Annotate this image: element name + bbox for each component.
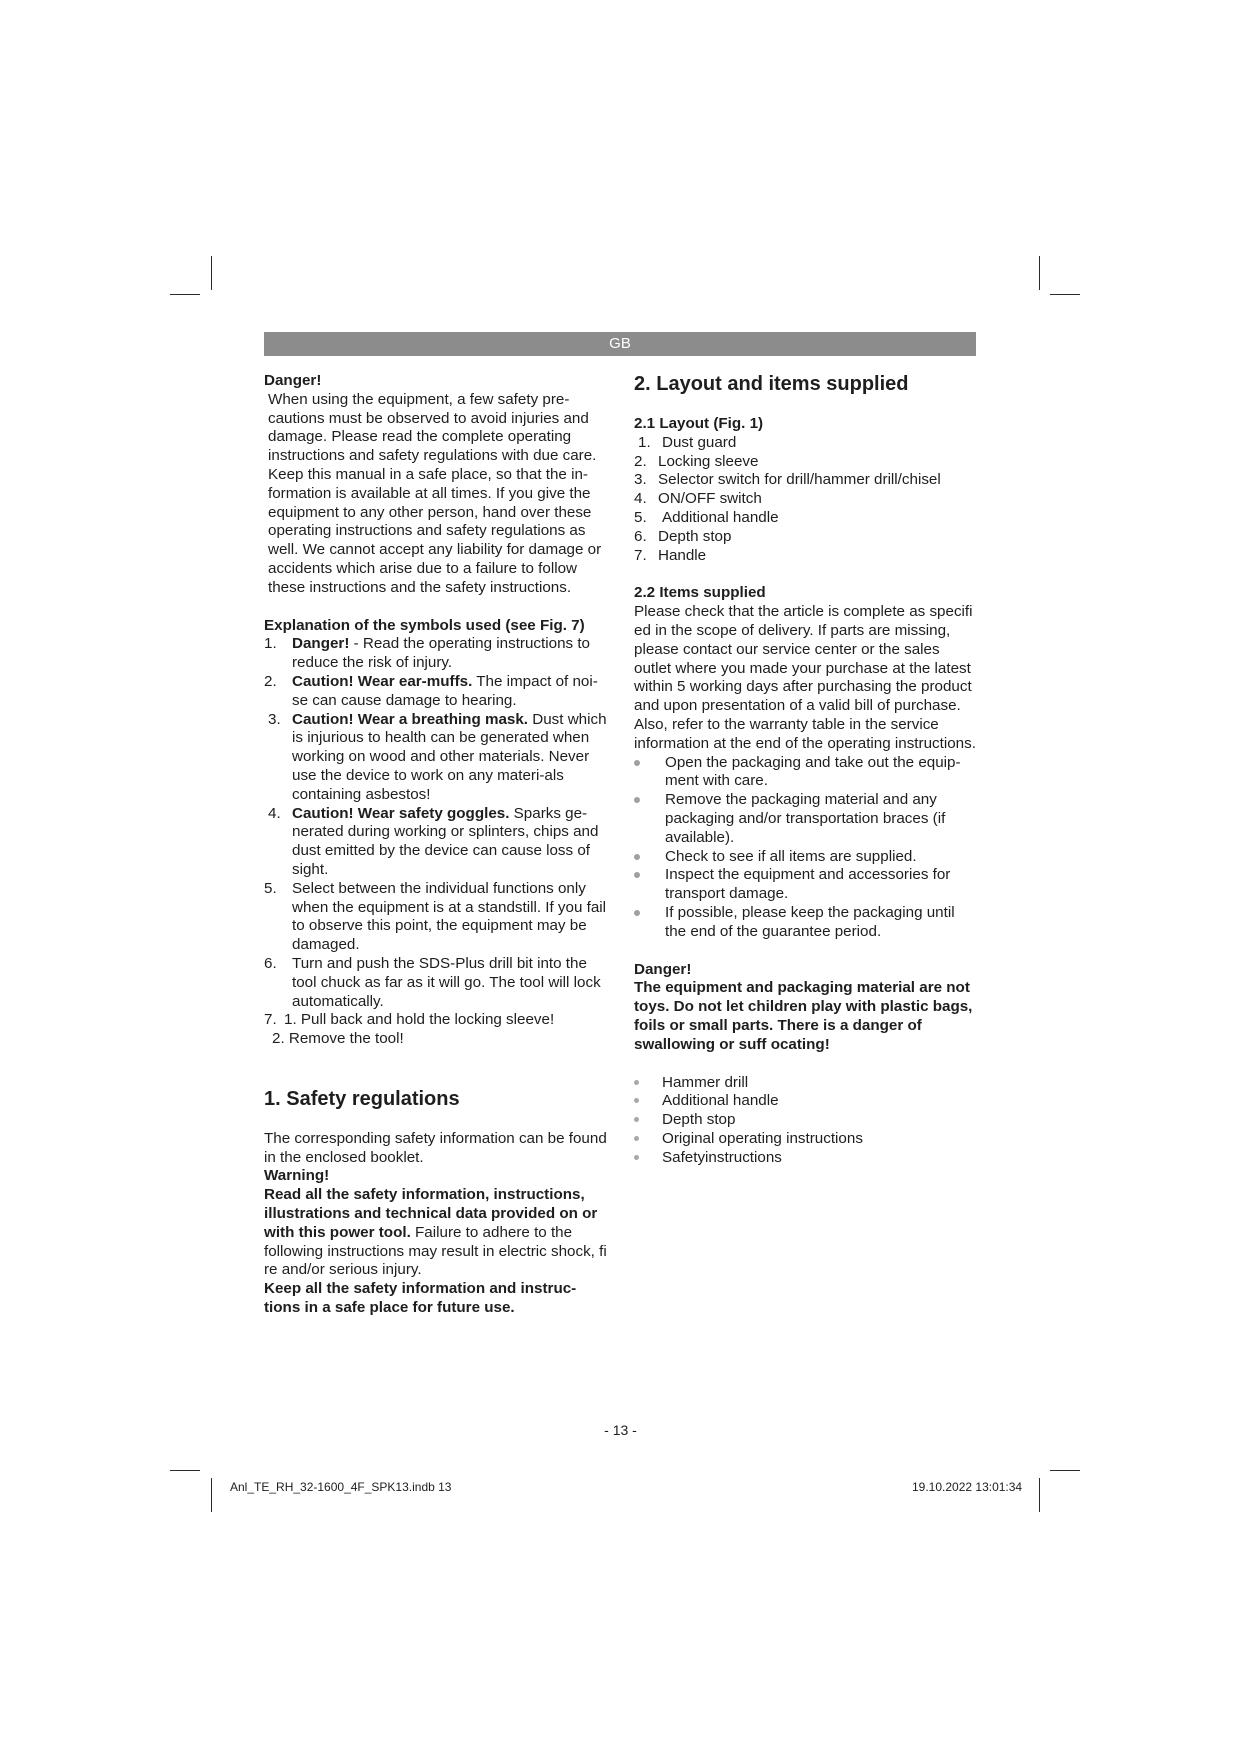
language-code: GB xyxy=(609,335,631,352)
layout-item: 5. Additional handle xyxy=(634,508,779,526)
warning-paragraph: Read all the safety information, instructions, illustrations and technical data provided on or with this power tool. Failure to adhere to the following instructions may result in electric shock, fi re and/or serious injury. xyxy=(264,1186,607,1279)
crop-mark xyxy=(170,1470,200,1471)
crop-mark xyxy=(1039,1478,1040,1512)
supplied-item: Safetyinstructions xyxy=(634,1149,979,1168)
layout-item: 4. ON/OFF switch xyxy=(634,490,762,508)
symbol-item: 2. Caution! Wear ear-muffs. The impact of noi-se can cause damage to hearing. xyxy=(264,672,598,709)
left-column xyxy=(264,372,609,1318)
layout-heading: 2. Layout and items supplied xyxy=(634,373,909,395)
layout-item: 6. Depth stop xyxy=(634,527,732,545)
warning-title: Warning! xyxy=(264,1167,330,1185)
danger-paragraph: When using the equipment, a few safety pre-cautions must be observed to avoid injuries and damage. Please read the complete operating instructions and safety regulations with due care. Keep this manual in a safe place, so that the in-formation is available at all times. If you give the equipment to any other person, hand over these operating instructions and safety regulations as well. We cannot accept any liability for damage or accidents which arise due to a failure to follow these instructions and the safety instructions. xyxy=(268,390,602,596)
supplied-item: Hammer drill xyxy=(634,1074,979,1093)
language-header-bar xyxy=(264,332,976,356)
footer-filename: Anl_TE_RH_32-1600_4F_SPK13.indb 13 xyxy=(230,1480,452,1494)
crop-mark xyxy=(211,256,212,290)
bullet-icon xyxy=(634,760,640,766)
layout-title: 2.1 Layout (Fig. 1) xyxy=(634,415,764,432)
layout-item: 3. Selector switch for drill/hammer drill/chisel xyxy=(634,471,941,489)
symbols-title: Explanation of the symbols used (see Fig. 7) xyxy=(264,616,585,634)
symbol-item: 5. Select between the individual functions only when the equipment is at a standstill. If you fail to observe this point, the equipment may be damaged. xyxy=(264,879,607,954)
symbol-item: 6. Turn and push the SDS-Plus drill bit into the tool chuck as far as it will go. The tool will lock automatically. xyxy=(264,954,601,1010)
danger-paragraph-right: The equipment and packaging material are not toys. Do not let children play with plastic bags, foils or small parts. There is a danger of swallowing or suff ocating! xyxy=(634,979,973,1053)
crop-mark xyxy=(170,294,200,295)
items-supplied-title: 2.2 Items supplied xyxy=(634,584,766,602)
bullet-icon xyxy=(634,1136,639,1141)
page-number: - 13 - xyxy=(604,1422,637,1438)
symbol-item: 4. Caution! Wear safety goggles. Sparks ge-nerated during working or splinters, chips and dust emitted by the device can cause loss of sight. xyxy=(268,804,599,878)
layout-item: 7. Handle xyxy=(634,546,707,564)
symbol-item-7-line2: 2. Remove the tool! xyxy=(272,1030,404,1048)
symbol-item: 7. 1. Pull back and hold the locking sleeve! xyxy=(264,1011,555,1029)
bullet-icon xyxy=(634,1155,639,1160)
danger-title: Danger! xyxy=(264,372,322,389)
bullet-icon xyxy=(634,797,640,803)
symbol-item: 3. Caution! Wear a breathing mask. Dust which is injurious to health can be generated when working on wood and other materials. Never use the device to work on any materi-als containing asbestos! xyxy=(268,710,607,803)
check-item: Remove the packaging material and any packaging and/or transportation braces (if available). xyxy=(634,791,979,847)
symbol-item: 1. Danger! - Read the operating instructions to reduce the risk of injury. xyxy=(264,635,590,672)
check-item: Inspect the equipment and accessories for transport damage. xyxy=(634,866,979,904)
danger-title-right: Danger! xyxy=(634,960,692,978)
bullet-icon xyxy=(634,1117,639,1122)
crop-mark xyxy=(1050,1470,1080,1471)
safety-intro: The corresponding safety information can be found in the enclosed booklet. xyxy=(264,1129,607,1166)
bullet-icon xyxy=(634,854,640,860)
check-item: Open the packaging and take out the equip-ment with care. xyxy=(634,754,979,792)
crop-mark xyxy=(1050,294,1080,295)
supplied-item: Additional handle xyxy=(634,1092,979,1111)
bullet-icon xyxy=(634,910,640,916)
keep-instructions: Keep all the safety information and instruc-tions in a safe place for future use. xyxy=(264,1280,577,1317)
layout-item: 2. Locking sleeve xyxy=(634,452,759,470)
footer-timestamp: 19.10.2022 13:01:34 xyxy=(912,1480,1023,1494)
check-item: Check to see if all items are supplied. xyxy=(634,848,979,867)
items-supplied-paragraph: Please check that the article is complete as specifi ed in the scope of delivery. If parts are missing, please contact our service center or the sales outlet where you made your purchase at the latest within 5 working days after purchasing the product and upon presentation of a valid bill of purchase. Also, refer to the warranty table in the service information at the end of the operating instructions. xyxy=(634,603,976,752)
bullet-icon xyxy=(634,872,640,878)
crop-mark xyxy=(1039,256,1040,290)
supplied-item: Depth stop xyxy=(634,1111,979,1130)
bullet-icon xyxy=(634,1098,639,1103)
check-item: If possible, please keep the packaging until the end of the guarantee period. xyxy=(634,904,979,942)
layout-item: 1. Dust guard xyxy=(638,433,737,451)
supplied-item: Original operating instructions xyxy=(634,1130,979,1149)
safety-regulations-heading: 1. Safety regulations xyxy=(264,1087,460,1110)
bullet-icon xyxy=(634,1080,639,1085)
crop-mark xyxy=(211,1478,212,1512)
right-column xyxy=(634,372,979,1167)
